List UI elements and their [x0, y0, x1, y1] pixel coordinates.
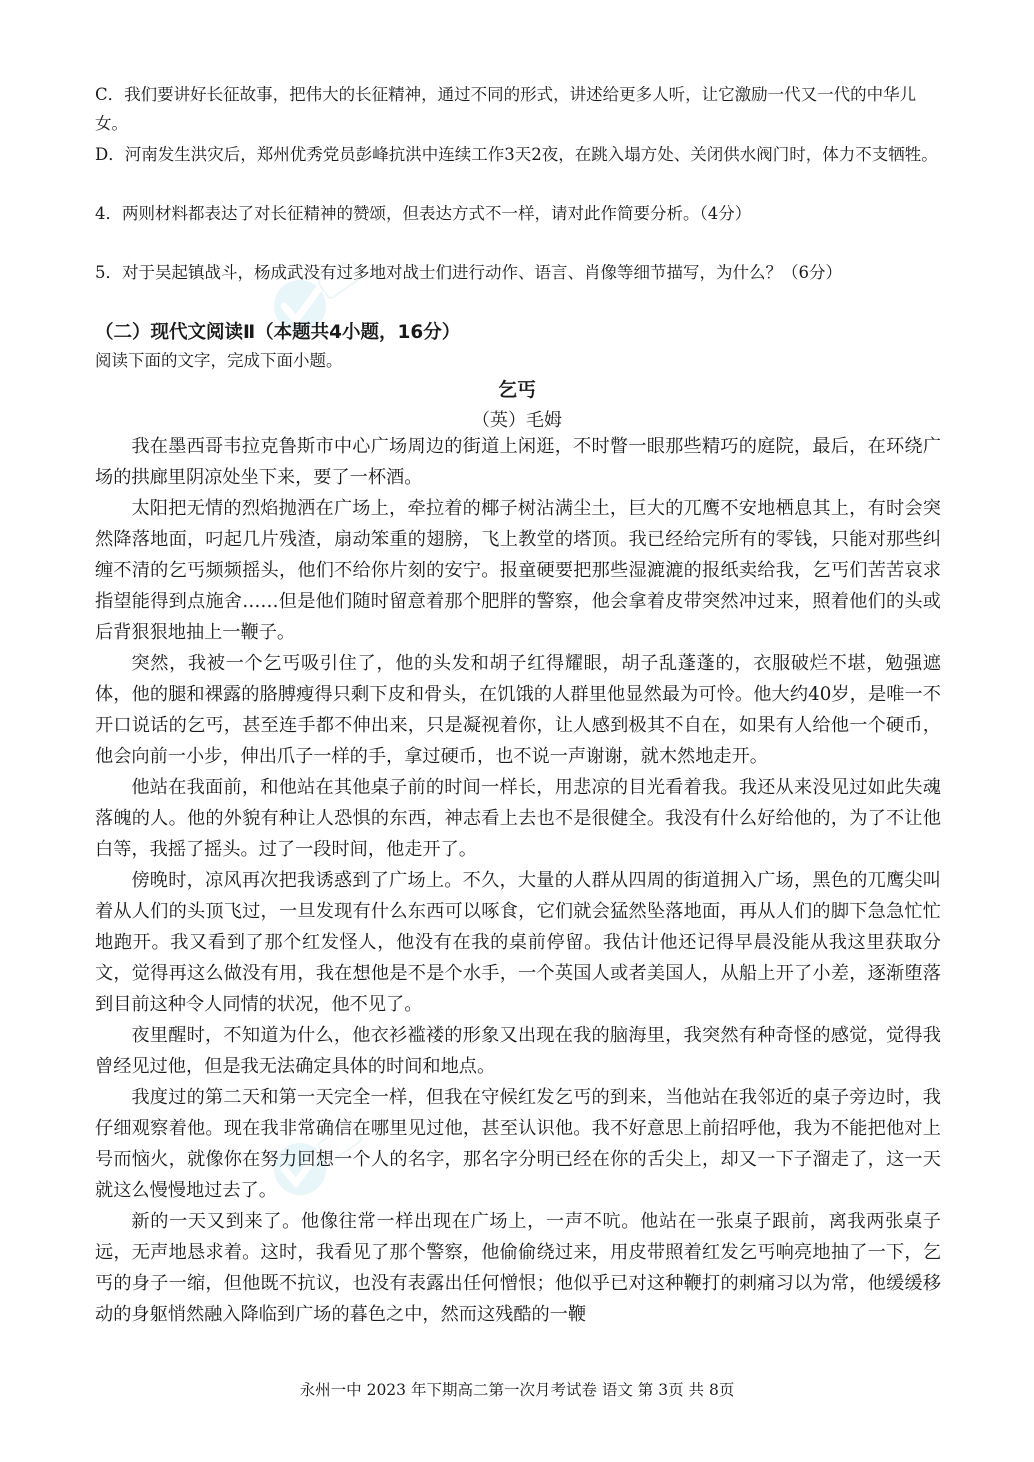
- story-title: 乞丐: [497, 379, 536, 401]
- story-body: [95, 431, 941, 1330]
- option-d: D．河南发生洪灾后，郑州优秀党员彭峰抗洪中连续工作3天2夜，在跳入塌方处、关闭供水阀门时，体力不支牺牲。: [95, 145, 938, 164]
- question-4: 4．两则材料都表达了对长征精神的赞颂，但表达方式不一样，请对此作简要分析。（4分）: [95, 204, 752, 223]
- question-5: 5．对于吴起镇战斗，杨成武没有过多地对战士们进行动作、语言、肖像等细节描写，为什么？（6分）: [95, 263, 842, 282]
- story-author: （英）毛姆: [472, 410, 562, 431]
- story-paragraph: 夜里醒时，不知道为什么，他衣衫褴褛的形象又出现在我的脑海里，我突然有种奇怪的感觉，觉得我曾经见过他，但是我无法确定具体的时间和地点。: [95, 1025, 941, 1077]
- section-heading: （二）现代文阅读Ⅱ（本题共4小题，16分）: [95, 322, 461, 343]
- section-instruction: 阅读下面的文字，完成下面小题。: [95, 351, 343, 370]
- story-paragraph: 新的一天又到来了。他像往常一样出现在广场上，一声不吭。他站在一张桌子跟前，离我两张桌子远，无声地恳求着。这时，我看见了那个警察，他偷偷绕过来，用皮带照着红发乞丐响亮地抽了一下，乞丐的身子一缩，但他既不抗议，也没有表露出任何憎恨；他似乎已对这种鞭打的刺痛习以为常，他缓缓移动的身躯悄然融入降临到广场的暮色之中，然而这残酷的一鞭: [95, 1211, 941, 1325]
- option-c: C．我们要讲好长征故事，把伟大的长征精神，通过不同的形式，讲述给更多人听，让它激励一代又一代的中华儿女。: [95, 85, 917, 133]
- story-paragraph: 我度过的第二天和第一天完全一样，但我在守候红发乞丐的到来，当他站在我邻近的桌子旁边时，我仔细观察着他。现在我非常确信在哪里见过他，甚至认识他。我不好意思上前招呼他，我为不能把他对上号而恼火，就像你在努力回想一个人的名字，那名字分明已经在你的舌尖上，却又一下子溜走了，这一天就这么慢慢地过去了。: [95, 1087, 941, 1201]
- story-paragraph: 太阳把无情的烈焰抛洒在广场上，牵拉着的椰子树沾满尘土，巨大的兀鹰不安地栖息其上，有时会突然降落地面，叼起几片残渣，扇动笨重的翅膀，飞上教堂的塔顶。我已经给完所有的零钱，只能对那些纠缠不清的乞丐频频摇头，他们不给你片刻的安宁。报童硬要把那些湿漉漉的报纸卖给我，乞丐们苦苦哀求指望能得到点施舍……但是他们随时留意着那个肥胖的警察，他会拿着皮带突然冲过来，照着他们的头或后背狠狠地抽上一鞭子。: [95, 498, 941, 643]
- story-paragraph: 他站在我面前，和他站在其他桌子前的时间一样长，用悲凉的目光看着我。我还从来没见过如此失魂落魄的人。他的外貌有种让人恐惧的东西，神志看上去也不是很健全。我没有什么好给他的，为了不让他白等，我摇了摇头。过了一段时间，他走开了。: [95, 777, 941, 860]
- story-paragraph: 傍晚时，凉风再次把我诱惑到了广场上。不久，大量的人群从四周的街道拥入广场，黑色的兀鹰尖叫着从人们的头顶飞过，一旦发现有什么东西可以啄食，它们就会猛然坠落地面，再从人们的脚下急急忙忙地跑开。我又看到了那个红发怪人，他没有在我的桌前停留。我估计他还记得早晨没能从我这里获取分文，觉得再这么做没有用，我在想他是不是个水手，一个英国人或者美国人，从船上开了小差，逐渐堕落到目前这种令人同情的状况，他不见了。: [95, 870, 941, 1015]
- story-paragraph: 突然，我被一个乞丐吸引住了，他的头发和胡子红得耀眼，胡子乱蓬蓬的，衣服破烂不堪，勉强遮体，他的腿和裸露的胳膊瘦得只剩下皮和骨头，在饥饿的人群里他显然最为可怜。他大约40岁，是唯一不开口说话的乞丐，甚至连手都不伸出来，只是凝视着你，让人感到极其不自在，如果有人给他一个硬币，他会向前一小步，伸出爪子一样的手，拿过硬币，也不说一声谢谢，就木然地走开。: [95, 653, 941, 767]
- story-paragraph: 我在墨西哥韦拉克鲁斯市中心广场周边的街道上闲逛，不时瞥一眼那些精巧的庭院，最后，在环绕广场的拱廊里阴凉处坐下来，要了一杯酒。: [95, 436, 941, 488]
- page-footer: 永州一中 2023 年下期高二第一次月考试卷 语文 第 3页 共 8页: [299, 1381, 735, 1399]
